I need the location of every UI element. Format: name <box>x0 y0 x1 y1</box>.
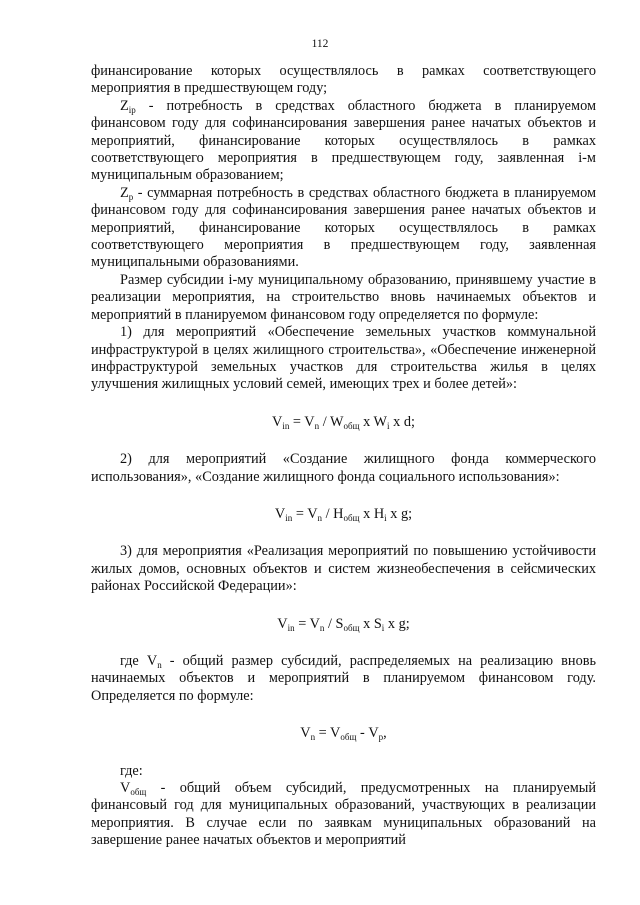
definition-vobsh: $V_{общ}$ - общий объем субсидий, предусмотренных на планируемый финансовый год для муниципальных образований, участвующих в реализации мероприятия. В случае если по заявкам муниципальных образований на завершение ранее начатых объектов и мероприятий <box>91 780 596 849</box>
list-item-2: 2) для мероприятий «Создание жилищного фонда коммерческого использования», «Создание жилищного фонда социального использования»: <box>91 451 596 485</box>
definition-zip: $Z_{ip}$ - потребность в средствах областного бюджета в планируемом финансовом году для софинансирования завершения ранее начатых объектов и мероприятий, финансирование которых осуществлялось в рамках соответствующего мероприятия в предшествующем году, заявленная i-м муниципальным образованием; <box>91 97 596 184</box>
formula-3: $V_{in} = V_n / S_{общ}$ x $S_i$ x g; <box>277 615 410 633</box>
formula-4: $V_n = V_{общ} - V_p$, <box>300 725 387 743</box>
list-item-1: 1) для мероприятий «Обеспечение земельных участков коммунальной инфраструктурой в целях жилищного строительства», «Обеспечение инженерной инфраструктурой земельных участков для строительства жилья в целях улучшения жилищных условий семей, имеющих трех и более детей»: <box>91 324 596 393</box>
where-label: где: <box>120 762 143 779</box>
paragraph-continuation: финансирование которых осуществлялось в рамках соответствующего мероприятия в предшествующем году; <box>91 63 596 97</box>
formula-2: $V_{in} = V_n / H_{общ}$ x $H_i$ x g; <box>274 505 413 523</box>
definition-zp: $Z_p$ - суммарная потребность в средствах областного бюджета в планируемом финансовом году для софинансирования завершения ранее начатых объектов и мероприятий, финансирование которых осуществлялось в рамках соответствующего мероприятия в предшествующем году, заявленная муниципальными образованиями. <box>91 184 596 271</box>
formula-1: $V_{in} = V_n / W_{общ}$ x $W_i$ x d; <box>272 413 415 431</box>
paragraph-subsidy-size: Размер субсидии i-му муниципальному образованию, принявшему участие в реализации мероприятия, на строительство вновь начинаемых объектов и мероприятий в планируемом финансовом году определяется по формуле: <box>91 271 596 323</box>
list-item-3: 3) для мероприятия «Реализация мероприятий по повышению устойчивости жилых домов, основных объектов и систем жизнеобеспечения в сейсмических районах Российской Федерации»: <box>91 543 596 595</box>
document-body <box>91 63 596 850</box>
definition-vn: где $V_n$ - общий размер субсидий, распределяемых на реализацию вновь начинаемых объектов и мероприятий в планируемом финансовом году. Определяется по формуле: <box>91 652 596 704</box>
page-number: 112 <box>311 38 329 50</box>
